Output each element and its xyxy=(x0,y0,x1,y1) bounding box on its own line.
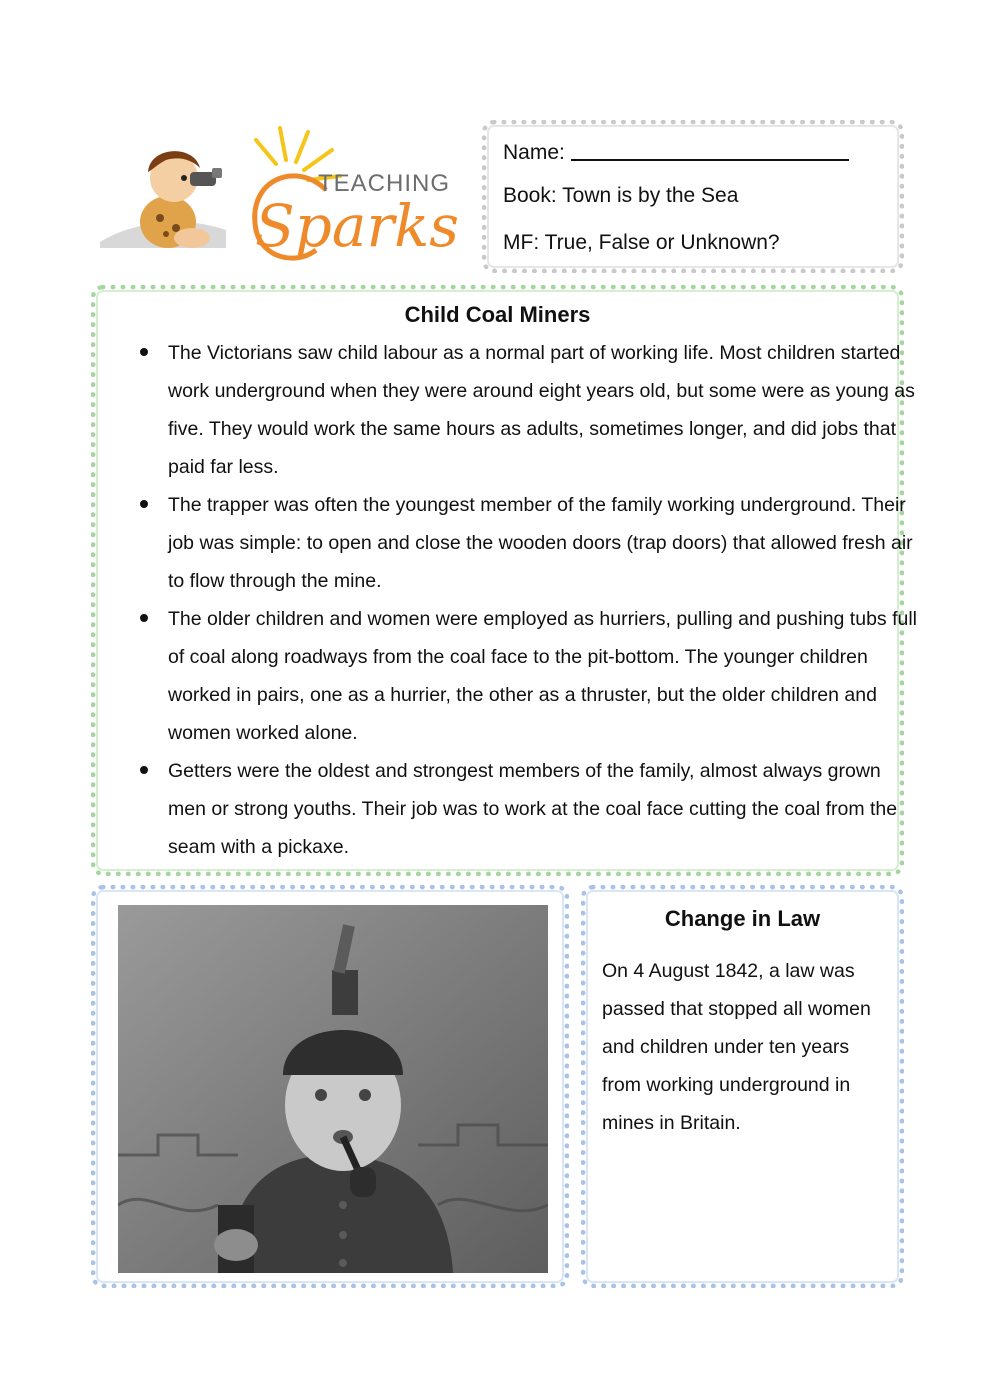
name-label: Name: xyxy=(503,141,565,164)
student-info-box xyxy=(482,120,904,273)
law-title: Change in Law xyxy=(664,906,821,931)
name-field[interactable] xyxy=(503,139,849,165)
book-title: Book: Town is by the Sea xyxy=(503,184,739,207)
photo-box xyxy=(91,885,569,1288)
bullet-item-trapper: The trapper was often the youngest member of the family working underground. Their job was simple: to open and close the wooden doors (trap doors) that allowed fresh air to flow through the mine. xyxy=(168,486,918,600)
child-coal-miners-box xyxy=(91,285,918,876)
bullet-item-children-age: The Victorians saw child labour as a normal part of working life. Most children started work underground when they were around eight years old, but some were as young as five. They would work the same hours as adults, sometimes longer, and did jobs that paid far less. xyxy=(168,334,918,486)
name-blank-line[interactable] xyxy=(571,139,849,161)
logo-teaching-text: TEACHING xyxy=(318,170,451,197)
section-title: Child Coal Miners xyxy=(404,302,591,327)
bullet-item-hurriers: The older children and women were employed as hurriers, pulling and pushing tubs full of coal along roadways from the coal face to the pit-bottom. The younger children worked in pairs, one as a hurrier, the other as a thruster, but the older children and women worked alone. xyxy=(168,600,918,752)
law-text: On 4 August 1842, a law was passed that stopped all women and children under ten years from working underground in mines in Britain. xyxy=(602,960,871,1134)
logo-sparks-text: Sparks xyxy=(255,192,460,260)
change-in-law-box xyxy=(581,885,904,1288)
bullet-item-getters: Getters were the oldest and strongest members of the family, almost always grown men or strong youths. Their job was to work at the coal face cutting the coal from the seam with a pickaxe. xyxy=(168,752,918,866)
child-miner-photo xyxy=(118,905,548,1273)
task-instruction: MF: True, False or Unknown? xyxy=(503,231,780,254)
bullet-list xyxy=(136,334,918,866)
